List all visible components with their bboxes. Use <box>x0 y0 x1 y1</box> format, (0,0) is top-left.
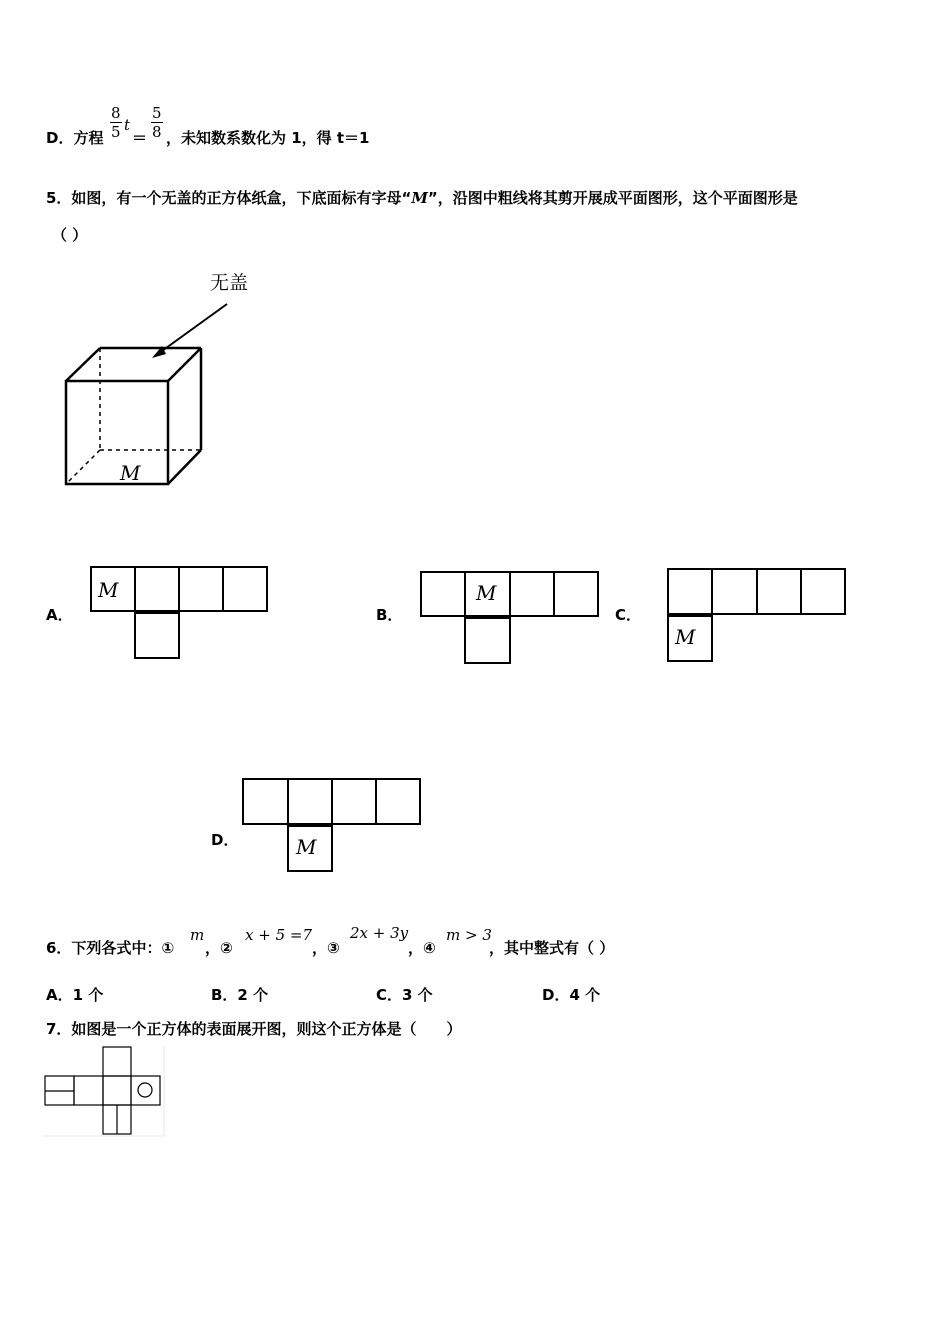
net-square <box>178 566 224 612</box>
q4d-prefix: D．方程 <box>46 129 104 147</box>
cube-hidden-edge <box>66 450 100 484</box>
cube-edge <box>168 348 201 381</box>
net-square <box>800 568 846 615</box>
option-c-label: C． <box>615 606 642 624</box>
cube-base-letter: M <box>120 461 141 485</box>
q4d-suffix: ，未知数系数化为 1，得 t＝1 <box>166 129 370 147</box>
net-square <box>553 571 599 617</box>
net-letter-m: M <box>296 835 317 859</box>
q6-choice-d: D．4 个 <box>542 986 601 1004</box>
q7-question: 7．如图是一个正方体的表面展开图，则这个正方体是（ ） <box>46 1020 462 1038</box>
net-square <box>331 778 377 825</box>
cube-net-figure <box>44 1046 166 1138</box>
net-square <box>667 615 713 662</box>
q5-question-line1 <box>46 187 798 208</box>
q6-choice-c: C．3 个 <box>376 986 433 1004</box>
net-square <box>756 568 802 615</box>
option-d-label: D． <box>211 831 239 849</box>
open-cube-figure <box>40 262 280 498</box>
fraction-8-5 <box>110 104 122 141</box>
cube-edge <box>66 348 100 381</box>
q6-expression-1 <box>190 926 204 944</box>
option-b-label: B． <box>376 606 403 624</box>
net-square <box>287 778 333 825</box>
net-face <box>131 1076 160 1105</box>
q6-choice-a: A．1 个 <box>46 986 104 1004</box>
q6-separator-2: ，② <box>205 939 233 957</box>
net-square <box>464 617 511 664</box>
net-square <box>464 571 511 617</box>
equals-sign: ＝ <box>132 129 148 147</box>
q6-choice-b: B．2 个 <box>211 986 269 1004</box>
q4-option-d <box>46 127 103 148</box>
expr-m: m <box>190 926 205 944</box>
variable-t: t <box>124 116 131 134</box>
q5-letter: M <box>411 189 428 207</box>
q6-expression-2: x + 5 =7 <box>245 926 312 944</box>
q5-text-end: ”，沿图中粗线将其剪开展成平面图形，这个平面图形是 <box>427 189 798 207</box>
net-square <box>711 568 758 615</box>
net-face-top <box>103 1047 131 1076</box>
net-square <box>242 778 289 825</box>
net-square <box>420 571 466 617</box>
fraction-5-8 <box>151 104 163 141</box>
circle-icon <box>138 1083 152 1097</box>
net-face <box>74 1076 103 1105</box>
net-square <box>134 612 180 659</box>
q5-text-start: 5．如图，有一个无盖的正方体纸盒，下底面标有字母“ <box>46 189 412 207</box>
option-a-label: A． <box>46 606 73 624</box>
fraction-denominator: 5 <box>111 123 121 141</box>
net-square <box>134 566 180 612</box>
q6-expression-4: m > 3 <box>446 926 492 944</box>
net-square <box>287 825 333 872</box>
q6-separator-4: ，④ <box>408 939 436 957</box>
q5-question-line2: （ ） <box>52 226 88 244</box>
q6-prefix: 6．下列各式中：① <box>46 939 175 957</box>
net-letter-m: M <box>476 581 497 605</box>
q6-expression-3: 2x + 3y <box>350 924 409 942</box>
fraction-numerator: 8 <box>111 104 121 122</box>
net-square <box>222 566 268 612</box>
net-letter-m: M <box>98 578 119 602</box>
net-letter-m: M <box>675 625 696 649</box>
q6-separator-3: ，③ <box>312 939 340 957</box>
net-face <box>103 1076 131 1105</box>
net-square <box>375 778 421 825</box>
fraction-denominator: 8 <box>152 123 162 141</box>
net-square <box>509 571 555 617</box>
cube-edge <box>168 450 201 484</box>
figure-label-no-lid: 无盖 <box>210 272 249 294</box>
q6-suffix: ，其中整式有（ ） <box>489 939 615 957</box>
net-square <box>90 566 136 612</box>
net-square <box>667 568 713 615</box>
fraction-numerator: 5 <box>152 104 162 122</box>
